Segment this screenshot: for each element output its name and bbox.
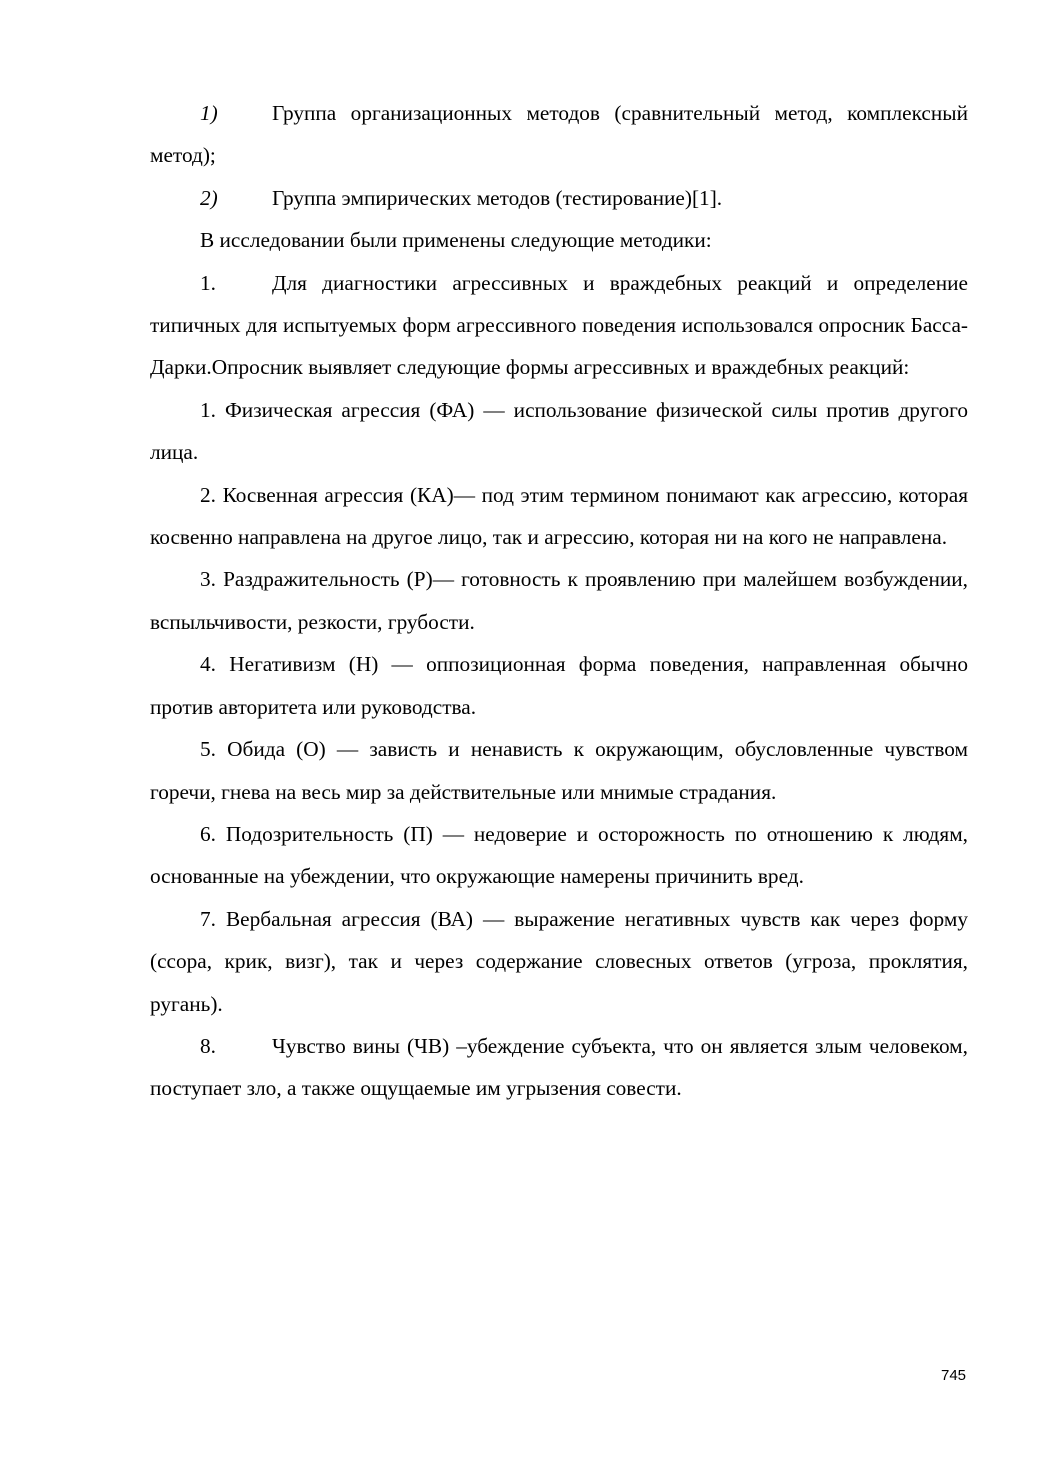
document-page: [150, 92, 968, 1110]
paragraph-text: В исследовании были применены следующие методики:: [200, 228, 712, 253]
list-marker: 1.: [200, 270, 216, 295]
paragraph-text: 5. Обида (О) — зависть и ненависть к окружающим, обусловленные чувством горечи, гнева на весь мир за действительные или мнимые страдания.: [150, 737, 968, 804]
page-number: 745: [941, 1367, 967, 1384]
list-marker: 2): [200, 185, 218, 210]
paragraph-text: 3. Раздражительность (Р)— готовность к проявлению при малейшем возбуждении, вспыльчивости, резкости, грубости.: [150, 567, 968, 634]
paragraph-resentment: [150, 728, 968, 813]
paragraph-organizational-methods: [150, 92, 968, 177]
paragraph-text: Группа организационных методов (сравнительный метод, комплексный метод);: [150, 101, 968, 168]
paragraph-negativism: [150, 643, 968, 728]
paragraph-text: Для диагностики агрессивных и враждебных реакций и определение типичных для испытуемых форм агрессивного поведения использовался опросник Басса-Дарки.Опросник выявляет следующие формы агрессивных и враждебных реакций:: [150, 270, 968, 380]
paragraph-text: Чувство вины (ЧВ) –убеждение субъекта, что он является злым человеком, поступает зло, а также ощущаемые им угрызения совести.: [150, 1033, 968, 1101]
paragraph-empirical-methods: [150, 177, 968, 219]
paragraph-methods-intro: [150, 219, 968, 261]
paragraph-guilt: [150, 1025, 968, 1110]
paragraph-text: 7. Вербальная агрессия (ВА) — выражение негативных чувств как через форму (ссора, крик, визг), так и через содержание словесных ответов (угроза, проклятия, ругань).: [150, 906, 968, 1016]
paragraph-buss-durkee: [150, 262, 968, 389]
paragraph-verbal-aggression: [150, 898, 968, 1025]
paragraph-text: 4. Негативизм (Н) — оппозиционная форма поведения, направленная обычно против авторитета или руководства.: [150, 652, 968, 719]
paragraph-suspicion: [150, 813, 968, 898]
list-marker: 1): [200, 101, 218, 125]
paragraph-physical-aggression: [150, 389, 968, 474]
paragraph-indirect-aggression: [150, 474, 968, 559]
list-marker: 8.: [200, 1033, 216, 1058]
paragraph-text: 1. Физическая агрессия (ФА) — использование физической силы против другого лица.: [150, 397, 968, 465]
paragraph-irritability: [150, 558, 968, 643]
paragraph-text: Группа эмпирических методов (тестирование)[1].: [272, 185, 723, 210]
paragraph-text: 6. Подозрительность (П) — недоверие и осторожность по отношению к людям, основанные на убеждении, что окружающие намерены причинить вред.: [150, 821, 968, 889]
paragraph-text: 2. Косвенная агрессия (КА)— под этим термином понимают как агрессию, которая косвенно направлена на другое лицо, так и агрессию, которая ни на кого не направлена.: [150, 482, 968, 550]
